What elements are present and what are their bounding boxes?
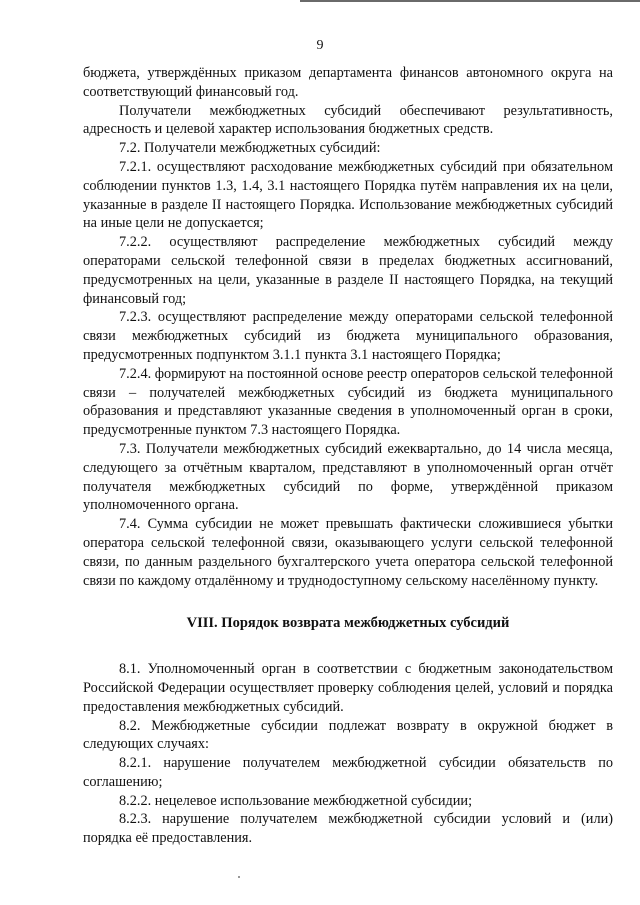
paragraph-7-2-2: 7.2.2. осуществляют распределение межбюджетных субсидий между операторами сельской телефонной связи в пределах бюджетных ассигнований, предусмотренных на цели, указанные в разделе II настоящего Порядка, на текущий финансовый год;	[83, 234, 613, 307]
section-heading: VIII. Порядок возврата межбюджетных субсидий	[186, 615, 510, 632]
scan-speck	[238, 876, 240, 878]
paragraph-8-2-1: 8.2.1. нарушение получателем межбюджетной субсидии обязательств по соглашению;	[83, 755, 613, 790]
paragraph-7-3: 7.3. Получатели межбюджетных субсидий ежеквартально, до 14 числа месяца, следующего за отчётным кварталом, представляют в уполномоченный орган отчёт получателя межбюджетных субсидий по форме, утверждённой приказом уполномоченного органа.	[83, 440, 613, 514]
page-number: 9	[316, 38, 324, 53]
document-body	[83, 64, 613, 848]
paragraph-recipients: Получатели межбюджетных субсидий обеспечивают результативность, адресность и целевой характер использования бюджетных средств.	[83, 102, 613, 138]
paragraph-7-4: 7.4. Сумма субсидии не может превышать фактически сложившиеся убытки оператора сельской телефонной связи, оказывающего услуги сельской телефонной связи, по данным раздельного бухгалтерского учета оператора сельской телефонной связи по каждому отдалённому и труднодоступному сельскому населённому пункту.	[83, 516, 613, 589]
paragraph-8-2-2: 8.2.2. нецелевое использование межбюджетной субсидии;	[119, 792, 473, 809]
paragraph-7-2: 7.2. Получатели межбюджетных субсидий:	[119, 140, 381, 157]
paragraph-7-2-3: 7.2.3. осуществляют распределение между операторами сельской телефонной связи межбюджетных субсидий из бюджета муниципального образования, предусмотренных подпунктом 3.1.1 пункта 3.1 настоящего Порядка;	[83, 309, 613, 363]
top-border-line	[300, 0, 640, 2]
paragraph-8-1: 8.1. Уполномоченный орган в соответствии с бюджетным законодательством Российской Федерации осуществляет проверку соблюдения целей, условий и порядка предоставления межбюджетных субсидий.	[83, 661, 613, 715]
paragraph-8-2: 8.2. Межбюджетные субсидии подлежат возврату в окружной бюджет в следующих случаях:	[83, 717, 613, 753]
paragraph-continuation: бюджета, утверждённых приказом департамента финансов автономного округа на соответствующий финансовый год.	[83, 65, 613, 100]
paragraph-7-2-4: 7.2.4. формируют на постоянной основе реестр операторов сельской телефонной связи – получателей межбюджетных субсидий из бюджета муниципального образования и представляют указанные сведения в уполномоченный орган в сроки, предусмотренные пунктом 7.3 настоящего Порядка.	[83, 365, 613, 439]
paragraph-8-2-3: 8.2.3. нарушение получателем межбюджетной субсидии условий и (или) порядка её предоставления.	[83, 811, 613, 847]
paragraph-7-2-1: 7.2.1. осуществляют расходование межбюджетных субсидий при обязательном соблюдении пунктов 1.3, 1.4, 3.1 настоящего Порядка путём направления их на цели, указанные в разделе II настоящего Порядка. Использование межбюджетных субсидий на иные цели не допускается;	[83, 158, 613, 232]
